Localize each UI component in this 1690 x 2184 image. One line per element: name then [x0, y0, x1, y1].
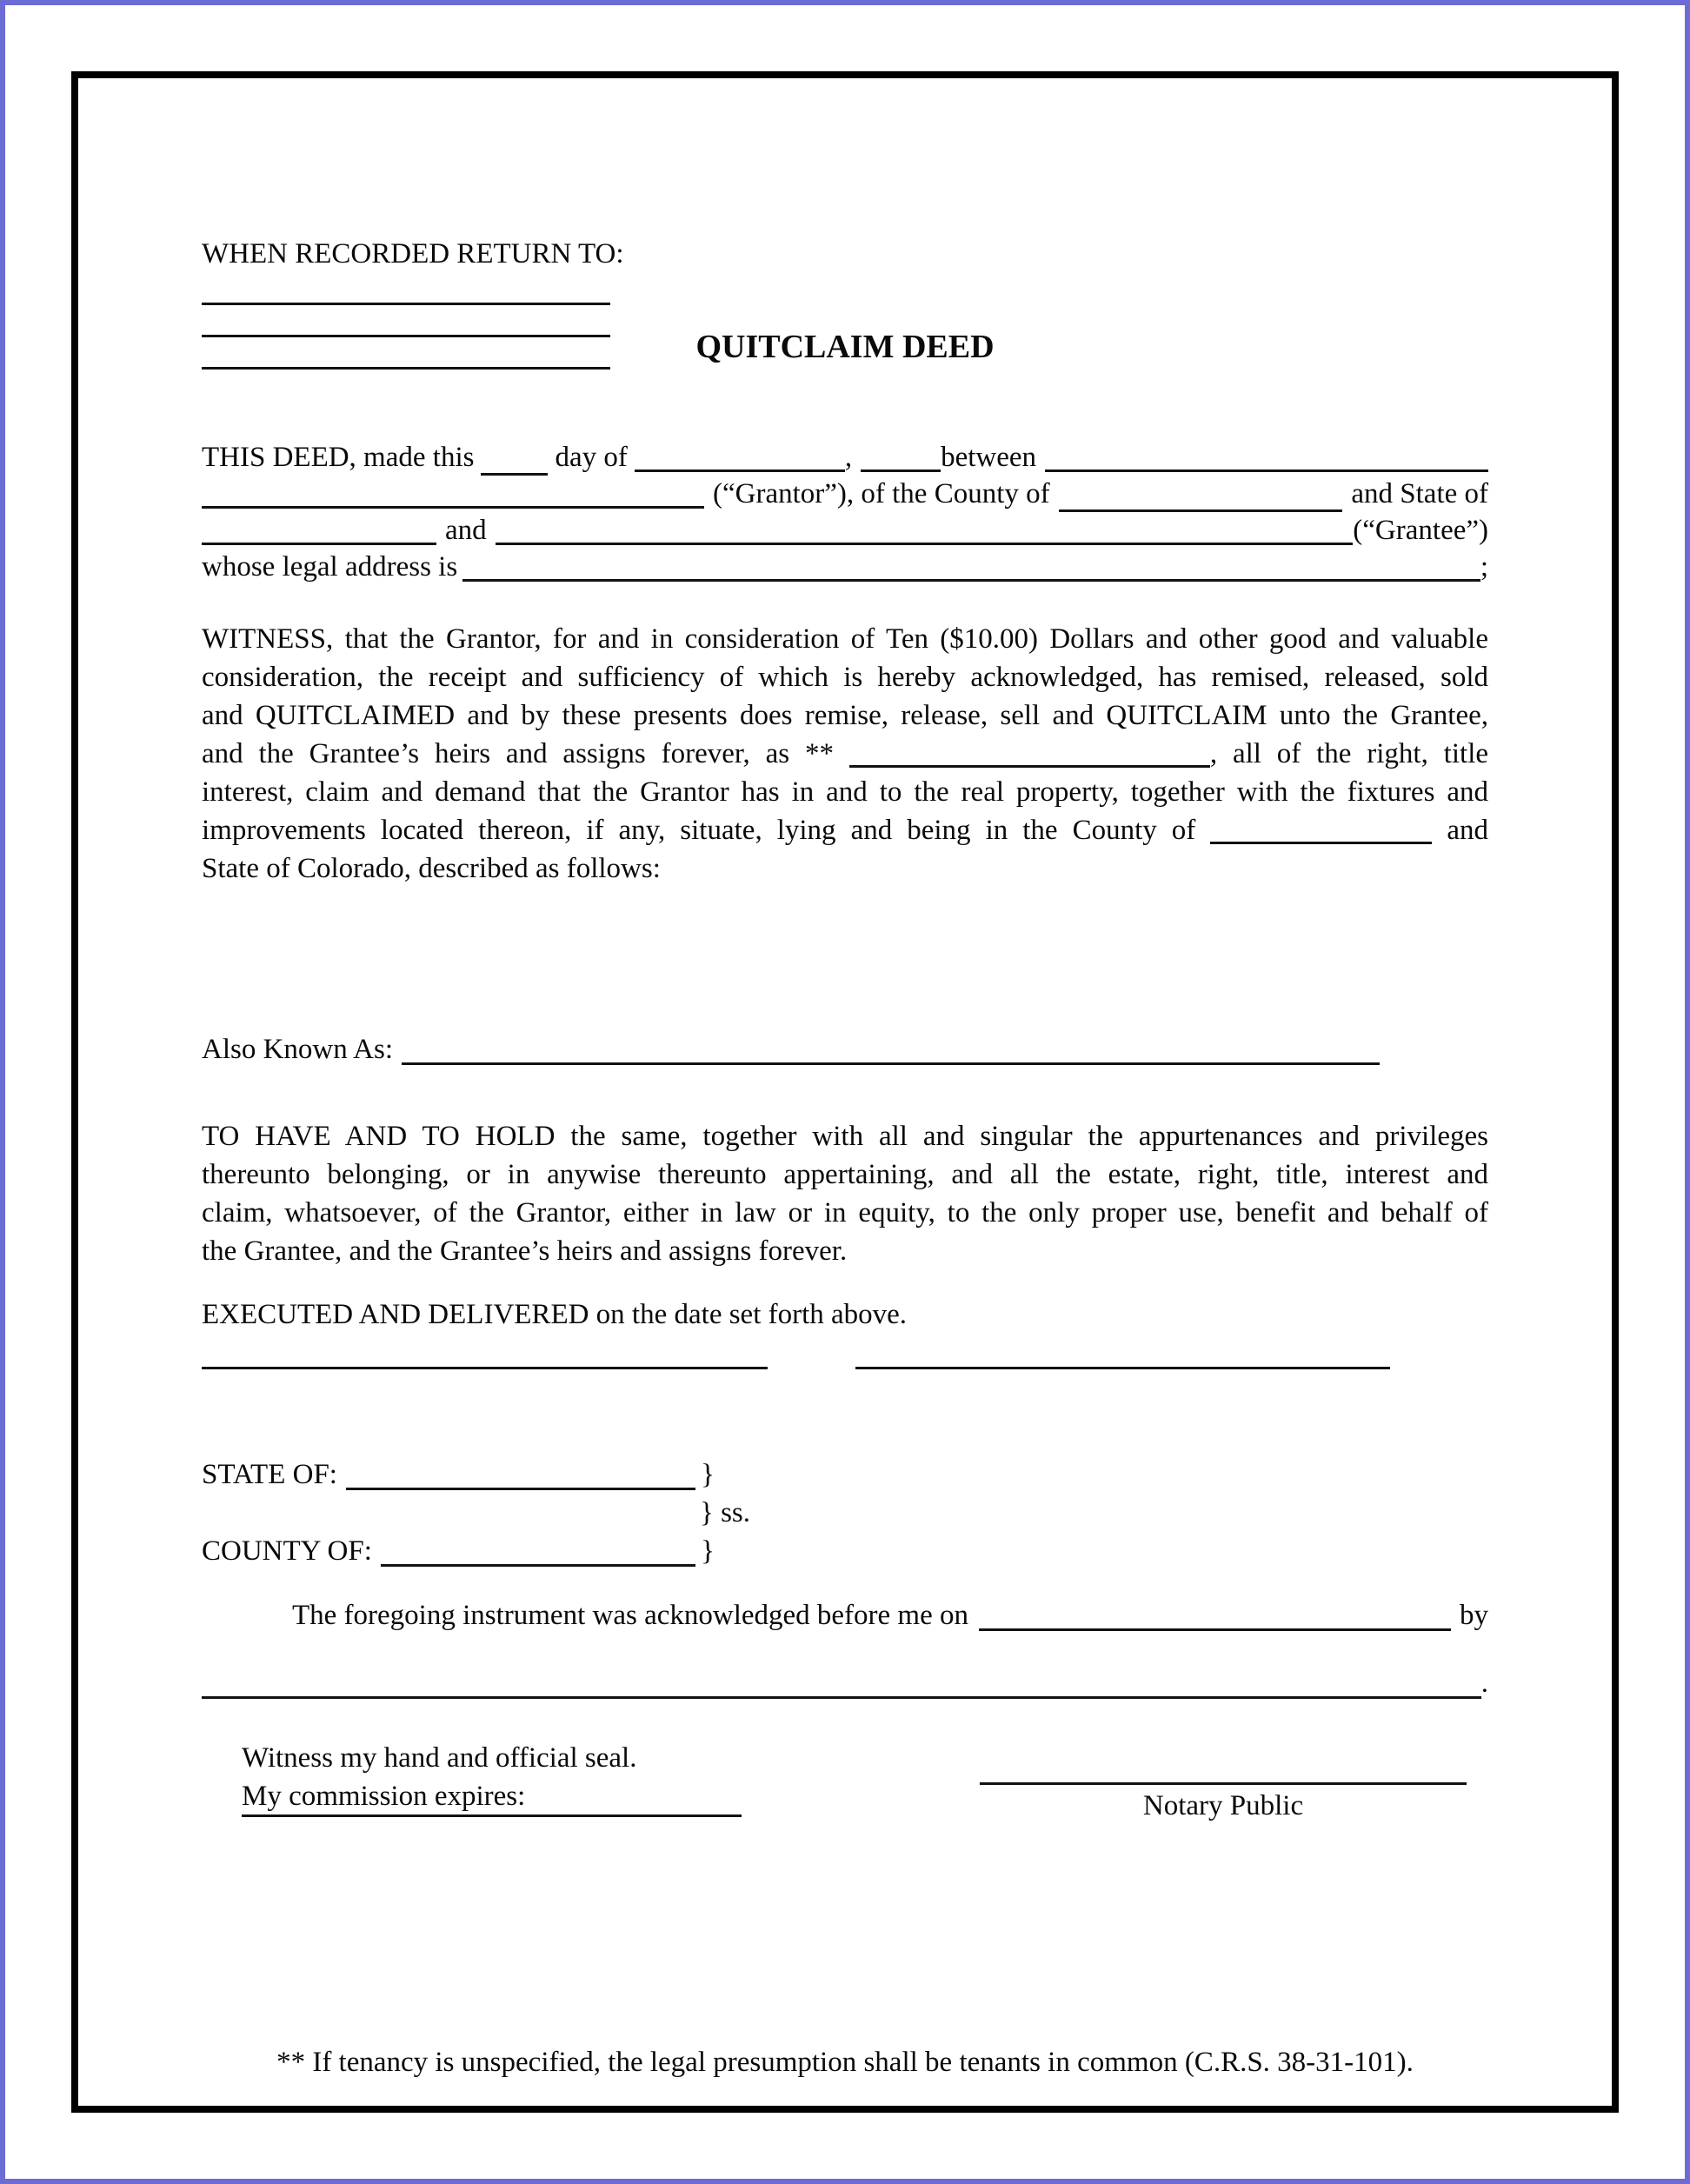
- county-of-row: [202, 1532, 715, 1570]
- state-of-label: STATE OF:: [202, 1459, 337, 1490]
- witness-line-7: State of Colorado, described as follows:: [202, 853, 661, 884]
- tenancy-type-field[interactable]: [849, 742, 1210, 768]
- notary-signature-line[interactable]: [980, 1751, 1467, 1785]
- grantor-county-field[interactable]: [1059, 476, 1343, 512]
- page-title: QUITCLAIM DEED: [695, 329, 995, 365]
- grantee-text: (“Grantee”): [1353, 515, 1488, 546]
- county-field[interactable]: [381, 1532, 695, 1567]
- brace-top: }: [701, 1459, 715, 1490]
- witness-line-5: interest, claim and demand that the Grantor has in and to the real property, together with the fixtures and: [202, 776, 1488, 808]
- also-known-as-row: [202, 1030, 1488, 1069]
- notary-public-label: Notary Public: [1142, 1790, 1304, 1821]
- acknowledgment-lead-text: The foregoing instrument was acknowledged before me on: [292, 1600, 968, 1631]
- return-address-line-1[interactable]: [202, 273, 610, 305]
- acknowledged-by-row: [202, 1668, 1488, 1699]
- comma-text: ,: [844, 442, 853, 473]
- grantor-county-text: (“Grantor”), of the County of: [713, 478, 1050, 509]
- acknowledged-by-field[interactable]: [202, 1668, 1481, 1699]
- return-to-label: WHEN RECORDED RETURN TO:: [202, 238, 624, 270]
- notary-signature-block: [980, 1751, 1467, 1825]
- witness-seal-text: Witness my hand and official seal.: [242, 1742, 637, 1774]
- tenancy-footnote: ** If tenancy is unspecified, the legal presumption shall be tenants in common (C.R.S. 38-31-101).: [276, 2047, 1414, 2078]
- county-of-label: COUNTY OF:: [202, 1535, 372, 1567]
- return-address-line-2[interactable]: [202, 305, 610, 337]
- grantor-name-field-1[interactable]: [1045, 439, 1488, 472]
- execution-statement: EXECUTED AND DELIVERED on the date set forth above.: [202, 1299, 908, 1330]
- acknowledgment-row: [202, 1596, 1488, 1635]
- witness-line-4: [202, 735, 1488, 773]
- witness-line-4-tail: , all of the right, title: [1209, 738, 1489, 769]
- acknowledgment-date-field[interactable]: [979, 1596, 1451, 1631]
- state-field[interactable]: [346, 1455, 695, 1490]
- witness-line-6-text: improvements located thereon, if any, situate, lying and being in the County of: [202, 815, 1196, 846]
- grantee-name-field[interactable]: [496, 512, 1354, 545]
- venue-block: [202, 1455, 1488, 1570]
- state-of-row: [202, 1455, 715, 1494]
- witness-line-3: and QUITCLAIMED and by these presents does remise, release, sell and QUITCLAIM unto the Grantee,: [202, 700, 1488, 731]
- witness-line-6-tail: and: [1447, 815, 1489, 846]
- year-field[interactable]: [861, 439, 941, 472]
- property-county-field[interactable]: [1210, 819, 1432, 844]
- grantor-signature-line-2[interactable]: [855, 1338, 1390, 1369]
- and-text: and: [445, 515, 487, 546]
- return-to-block: [202, 235, 1488, 370]
- grantee-legal-address-field[interactable]: [462, 549, 1480, 582]
- witness-line-4-text: and the Grantee’s heirs and assigns forever, as **: [202, 738, 834, 769]
- semicolon-text: ;: [1480, 551, 1488, 583]
- commission-expires-label: My commission expires:: [242, 1781, 526, 1812]
- intro-line-1: [202, 439, 1488, 476]
- commission-expiration-field[interactable]: [242, 1814, 742, 1817]
- day-of-text: day of: [555, 442, 628, 473]
- also-known-as-field[interactable]: [402, 1030, 1380, 1065]
- acknowledgment-by-text: by: [1460, 1600, 1488, 1631]
- witness-paragraph: [202, 620, 1488, 888]
- intro-lead-text: THIS DEED, made this: [202, 442, 475, 473]
- habendum-line-1: TO HAVE AND TO HOLD the same, together with all and singular the appurtenances and privileges: [202, 1121, 1488, 1152]
- witness-line-2: consideration, the receipt and sufficiency of which is hereby acknowledged, has remised, released, sold: [202, 662, 1488, 693]
- state-of-text: and State of: [1351, 478, 1488, 509]
- habendum-line-3: claim, whatsoever, of the Grantor, either in law or in equity, to the only proper use, benefit and behalf of: [202, 1197, 1488, 1228]
- habendum-paragraph: [202, 1117, 1488, 1270]
- intro-line-4: [202, 549, 1488, 585]
- month-field[interactable]: [635, 439, 845, 472]
- intro-line-3: [202, 512, 1488, 549]
- ss-row: [202, 1494, 1488, 1532]
- ss-label: } ss.: [700, 1497, 751, 1528]
- grantor-state-field[interactable]: [202, 512, 436, 545]
- day-field[interactable]: [481, 439, 548, 476]
- grantor-name-field-2[interactable]: [202, 476, 704, 509]
- legal-address-text: whose legal address is: [202, 551, 458, 583]
- habendum-line-4: the Grantee, and the Grantee’s heirs and assigns forever.: [202, 1235, 848, 1267]
- brace-bottom: }: [701, 1535, 715, 1567]
- witness-line-1: WITNESS, that the Grantor, for and in consideration of Ten ($10.00) Dollars and other good and valuable: [202, 623, 1488, 655]
- grantor-signature-line-1[interactable]: [202, 1338, 768, 1369]
- between-text: between: [941, 442, 1037, 473]
- signature-row: [202, 1338, 1488, 1369]
- intro-line-2: [202, 476, 1488, 512]
- deed-intro: [202, 439, 1488, 585]
- habendum-line-2: thereunto belonging, or in anywise thereunto appertaining, and all the estate, right, title, interest and: [202, 1159, 1488, 1190]
- notary-section: [202, 1739, 1488, 1852]
- witness-line-6: [202, 811, 1488, 849]
- return-address-line-3[interactable]: [202, 337, 610, 370]
- deed-form: [78, 78, 1612, 2106]
- acknowledgment-period: .: [1480, 1668, 1488, 1699]
- also-known-as-label: Also Known As:: [202, 1034, 394, 1065]
